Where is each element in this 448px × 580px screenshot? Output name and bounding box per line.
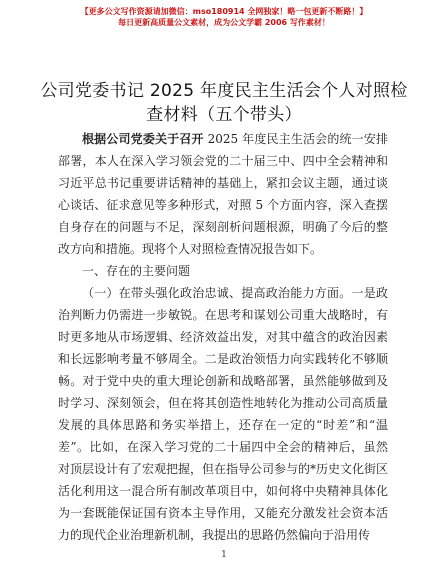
subsection-paragraph: （一）在带头强化政治忠诚、提高政治能力方面。一是政治判断力仍需进一步敏锐。在思考和谋划公司重大战略时，有时更多地从市场逻辑、经济效益出发，对其中蕴含的政治因素和长远影响考量不够周全。二是政治领悟力向实践转化不够顺畅。对于党中央的重大理论创新和战略部署，虽然能够做到及时学习、深刻领会，但在将其创造性地转化为推动公司高质量发展的具体思路和务实举措上，还存在一定的“时差”和“温差”。比如，在深入学习党的二十届四中全会的精神后，虽然对顶层设计有了宏观把握，但在指导公司参与的*历史文化街区活化利用这一混合所有制改革项目中，如何将中央精神具体化为一套既能保证国有资本主导作用，又能充分激发社会资本活力的现代企业治理新机制，我提出的思路仍然偏向于沿用传 <box>58 286 389 542</box>
promo-banner <box>0 6 448 28</box>
promo-banner-line-1: 【更多公文写作资源请加微信：mso180914 全网独家！略一包更新不断路！】 <box>80 7 368 16</box>
intro-lead: 根据公司党委关于召开 <box>82 132 204 146</box>
intro-text: 2025 年度民主生活会的统一安排部署，本人在深入学习领会党的二十届三中、四中全会精神和习近平总书记重要讲话精神的基础上，紧扣会议主题，通过谈心谈话、征求意见等多种形式，对照 5 个方面内容，深入查摆自身存在的问题与不足，深刻剖析问题根源，明确了今后的整改方向和措施。现将个人对照检查情况报告如下。 <box>58 132 388 256</box>
intro-paragraph <box>58 128 388 260</box>
document-title: 公司党委书记 2025 年度民主生活会个人对照检查材料（五个带头） <box>40 81 408 125</box>
page-number: 1 <box>221 550 227 560</box>
section-heading: 一、存在的主要问题 <box>82 264 191 278</box>
promo-banner-line-2: 每日更新高质量公文素材，成为公文学霸 2006 写作素材！ <box>118 18 330 27</box>
document-body <box>58 128 388 546</box>
